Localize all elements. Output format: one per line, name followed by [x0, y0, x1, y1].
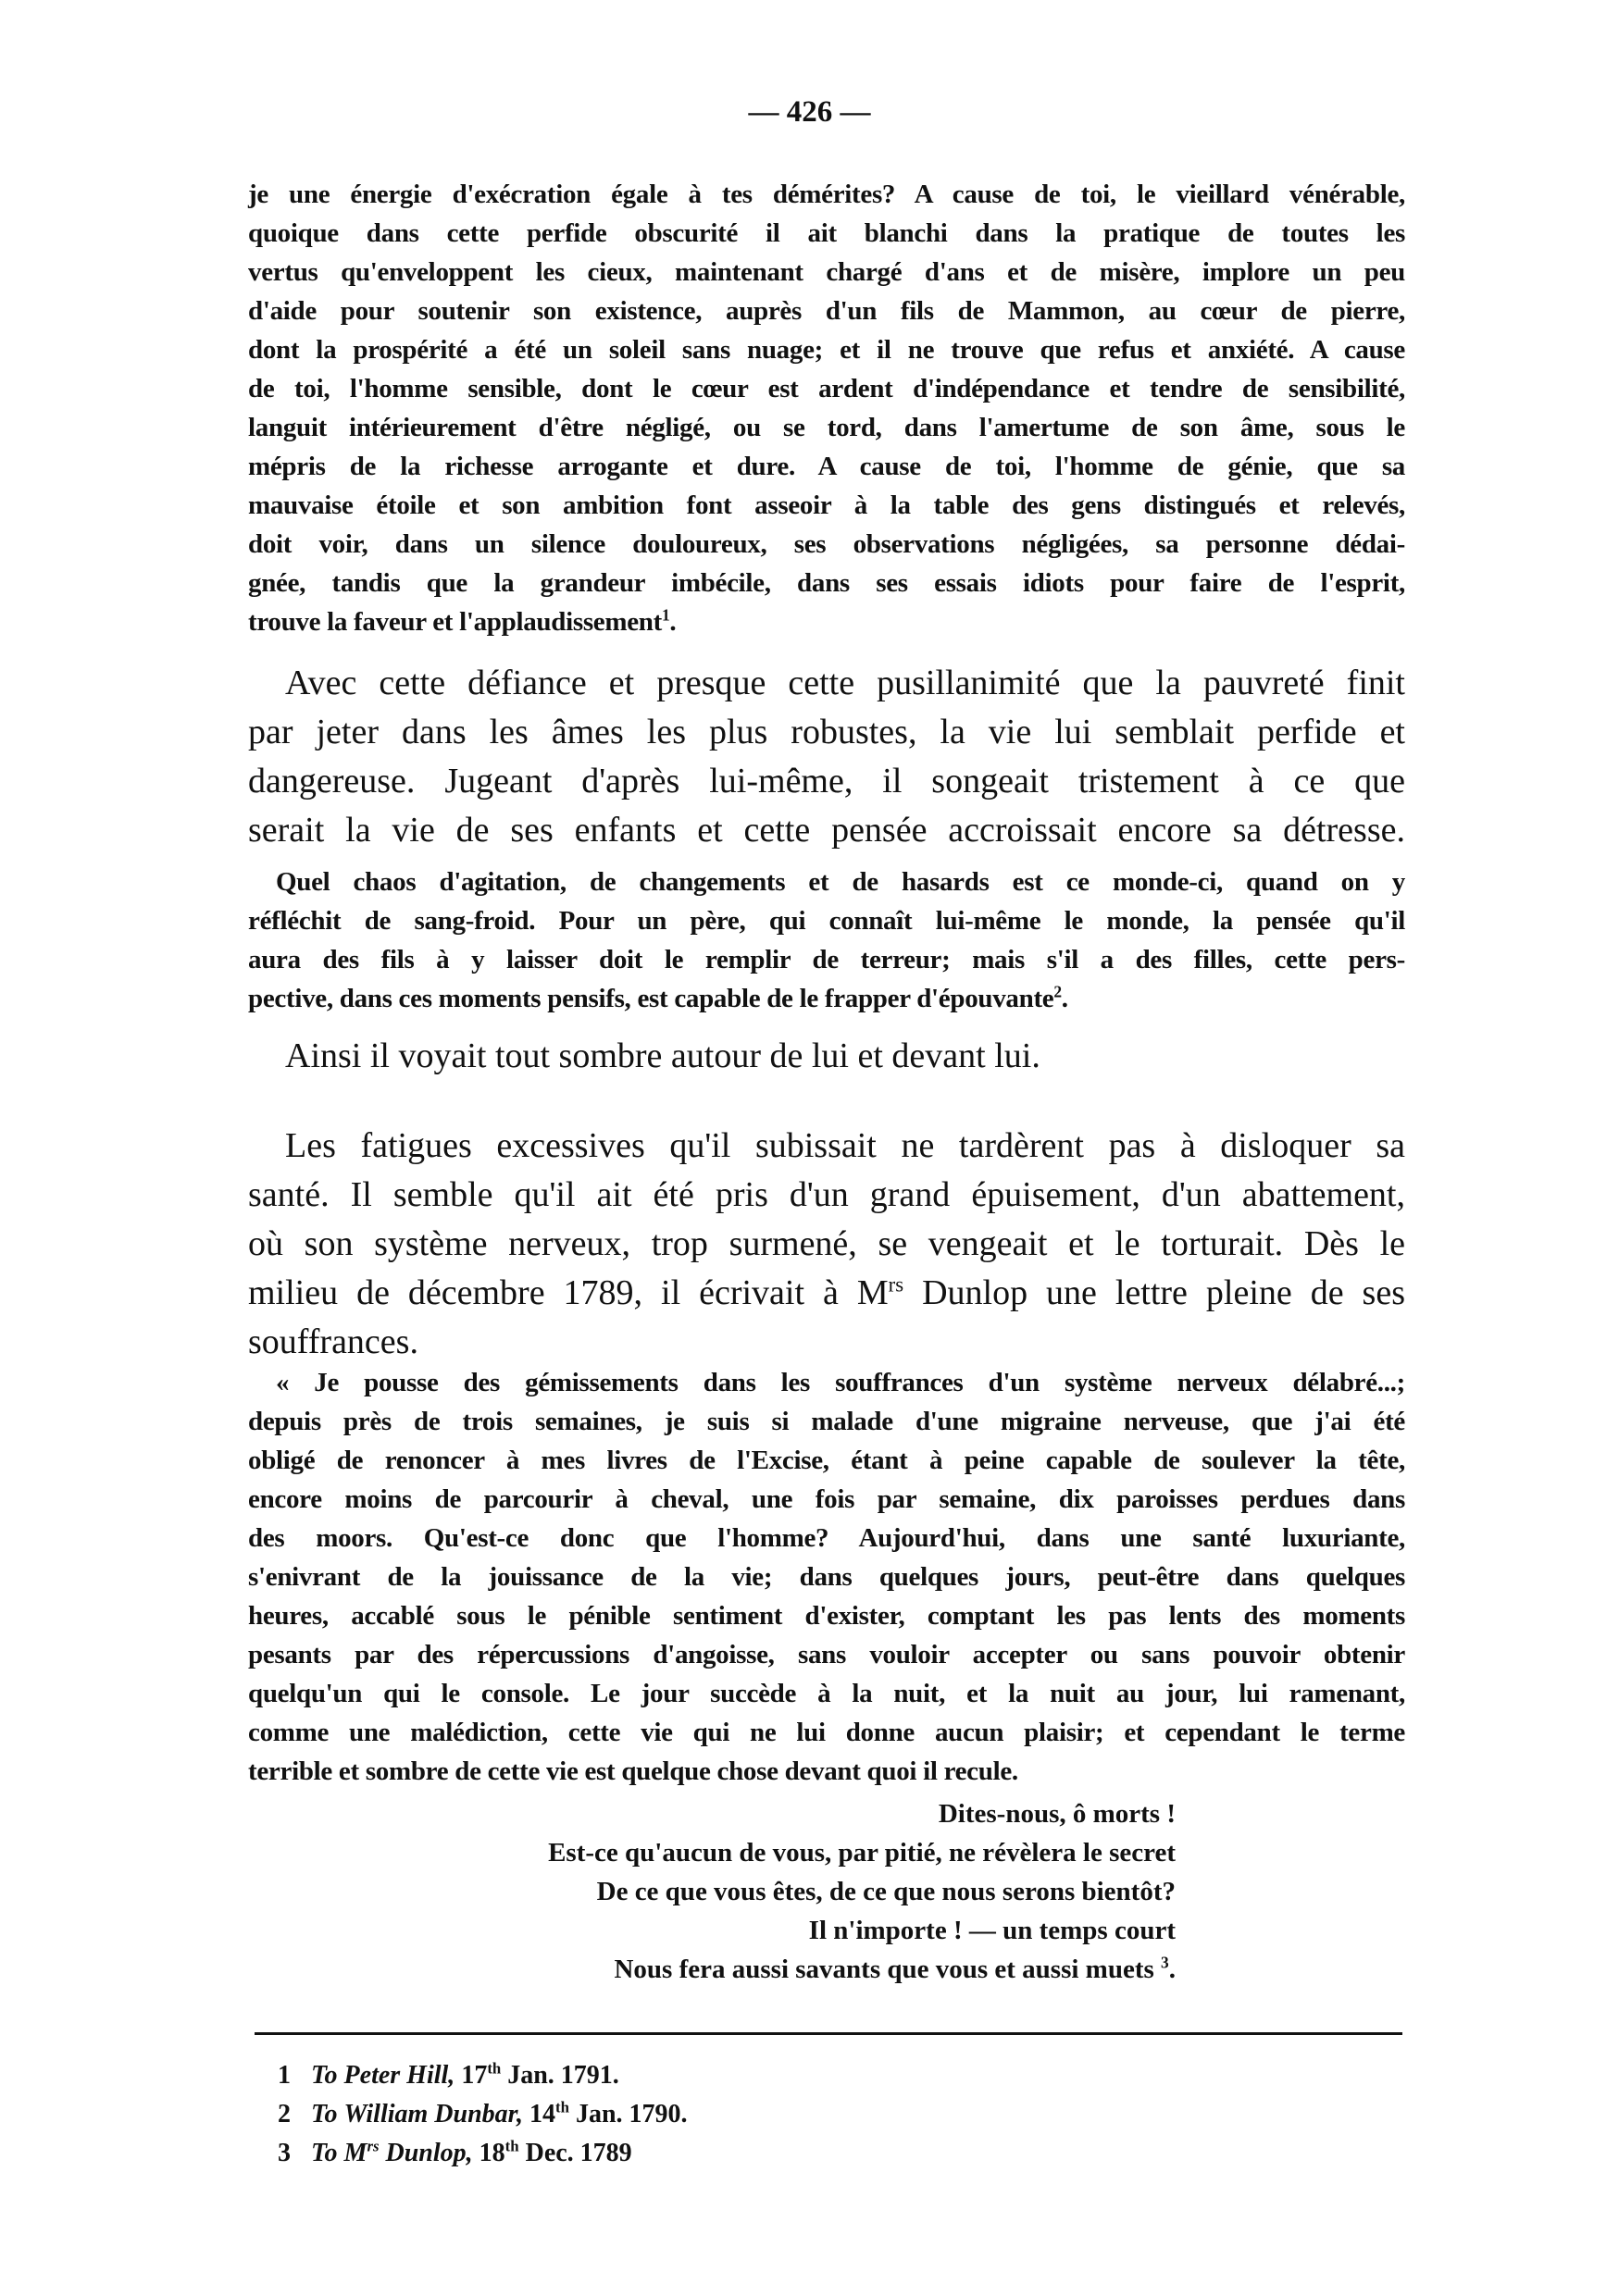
paragraph-line: Les fatigues excessives qu'il subissait ne tardèrent pas à disloquer sa: [285, 1126, 1405, 1165]
quote-line: « Je pousse des gémissements dans les souffrances d'un système nerveux délabré...;: [276, 1368, 1405, 1397]
paragraph-line: serait la vie de ses enfants et cette pensée accroissait encore sa détresse.: [248, 811, 1405, 850]
paragraph-3: [248, 1122, 1405, 1367]
quote-line: des moors. Qu'est-ce donc que l'homme? Aujourd'hui, dans une santé luxuriante,: [248, 1523, 1405, 1553]
paragraph-line: dangereuse. Jugeant d'après lui-même, il songeait tristement à ce que: [248, 762, 1405, 800]
paragraph-line: Avec cette défiance et presque cette pusillanimité que la pauvreté finit: [285, 664, 1405, 702]
quote-line: d'aide pour soutenir son existence, auprès d'un fils de Mammon, au cœur de pierre,: [248, 296, 1405, 326]
quote-line: encore moins de parcourir à cheval, une fois par semaine, dix paroisses perdues dans: [248, 1484, 1405, 1514]
paragraph-1: [248, 659, 1405, 855]
verse-block: [417, 1794, 1176, 1989]
quote-line: quelqu'un qui le console. Le jour succède à la nuit, et la nuit au jour, lui ramenant,: [248, 1679, 1405, 1708]
page-number: — 426 —: [748, 95, 871, 129]
paragraph-line: souffrances.: [248, 1322, 418, 1361]
quote-line: depuis près de trois semaines, je suis si malade d'une migraine nerveuse, que j'ai été: [248, 1407, 1405, 1436]
quote-line: réfléchit de sang-froid. Pour un père, qui connaît lui-même le monde, la pensée qu'il: [248, 906, 1405, 936]
footnote-1: 1 To Peter Hill, 17th Jan. 1791.: [278, 2059, 619, 2090]
paragraph-line: milieu de décembre 1789, il écrivait à $M^{rs}$ Dunlop une lettre pleine de ses: [248, 1272, 1405, 1312]
quote-line: terrible et sombre de cette vie est quelque chose devant quoi il recule.: [248, 1756, 1018, 1786]
footnotes: [278, 2056, 688, 2173]
quote-last-line: trouve la faveur et l'applaudissement$^1$.: [248, 605, 677, 637]
quote-block-3: [248, 1363, 1405, 1791]
verse-line: Dites-nous, ô morts !: [938, 1799, 1176, 1829]
quote-block-1: [248, 175, 1405, 641]
footnote-ref-1: 1: [662, 605, 670, 625]
quote-line: s'enivrant de la jouissance de la vie; dans quelques jours, peut-être dans quelques: [248, 1562, 1405, 1592]
footnote-ref-2: 2: [1053, 982, 1062, 1001]
quote-line: vertus qu'enveloppent les cieux, maintenant chargé d'ans et de misère, implore un peu: [248, 257, 1405, 287]
verse-line: Nous fera aussi savants que vous et aussi muets $^3$.: [614, 1953, 1176, 1984]
paragraph-line: santé. Il semble qu'il ait été pris d'un grand épuisement, d'un abattement,: [248, 1175, 1405, 1214]
paragraph-line: Ainsi il voyait tout sombre autour de lui et devant lui.: [285, 1036, 1040, 1075]
footnote-3: 3 To $M^{rs}$ Dunlop, 18th Dec. 1789: [278, 2137, 632, 2167]
quote-line: gnée, tandis que la grandeur imbécile, dans ses essais idiots pour faire de l'esprit,: [248, 568, 1405, 598]
quote-line: pesants par des répercussions d'angoisse, sans vouloir accepter ou sans pouvoir obtenir: [248, 1640, 1405, 1669]
quote-line: dont la prospérité a été un soleil sans nuage; et il ne trouve que refus et anxiété. A cause: [248, 335, 1405, 365]
footnote-ref-3: 3: [1161, 1953, 1169, 1972]
quote-line: doit voir, dans un silence douloureux, ses observations négligées, sa personne dédai-: [248, 529, 1405, 559]
verse-line: Est-ce qu'aucun de vous, par pitié, ne révèlera le secret: [548, 1838, 1176, 1868]
quote-line: de toi, l'homme sensible, dont le cœur est ardent d'indépendance et tendre de sensibilité,: [248, 374, 1405, 403]
footnote-2: 2 To William Dunbar, 14th Jan. 1790.: [278, 2098, 688, 2128]
quote-line: languit intérieurement d'être négligé, ou se tord, dans l'amertume de son âme, sous le: [248, 413, 1405, 442]
paragraph-2: [248, 1032, 1405, 1081]
paragraph-line: par jeter dans les âmes les plus robustes, la vie lui semblait perfide et: [248, 713, 1405, 751]
footnote-separator: [255, 2032, 1402, 2035]
quote-line: comme une malédiction, cette vie qui ne lui donne aucun plaisir; et cependant le terme: [248, 1718, 1405, 1747]
quote-line: aura des fils à y laisser doit le remplir de terreur; mais s'il a des filles, cette pers-: [248, 945, 1405, 974]
quote-line: je une énergie d'exécration égale à tes démérites? A cause de toi, le vieillard vénérable,: [248, 180, 1405, 209]
quote-block-2: [248, 863, 1405, 1018]
quote-line: Quel chaos d'agitation, de changements et de hasards est ce monde-ci, quand on y: [276, 867, 1405, 897]
quote-line: obligé de renoncer à mes livres de l'Excise, étant à peine capable de soulever la tête,: [248, 1446, 1405, 1475]
quote-last-line: pective, dans ces moments pensifs, est capable de le frapper d'épouvante$^2$.: [248, 982, 1068, 1013]
quote-line: mépris de la richesse arrogante et dure. A cause de toi, l'homme de génie, que sa: [248, 452, 1405, 481]
verse-line: Il n'importe ! — un temps court: [808, 1916, 1176, 1945]
quote-line: heures, accablé sous le pénible sentiment d'exister, comptant les pas lents des moments: [248, 1601, 1405, 1631]
paragraph-line: où son système nerveux, trop surmené, se vengeait et le torturait. Dès le: [248, 1224, 1405, 1263]
quote-line: mauvaise étoile et son ambition font asseoir à la table des gens distingués et relevés,: [248, 490, 1405, 520]
verse-line: De ce que vous êtes, de ce que nous serons bientôt?: [596, 1877, 1176, 1906]
quote-line: quoique dans cette perfide obscurité il ait blanchi dans la pratique de toutes les: [248, 218, 1405, 248]
